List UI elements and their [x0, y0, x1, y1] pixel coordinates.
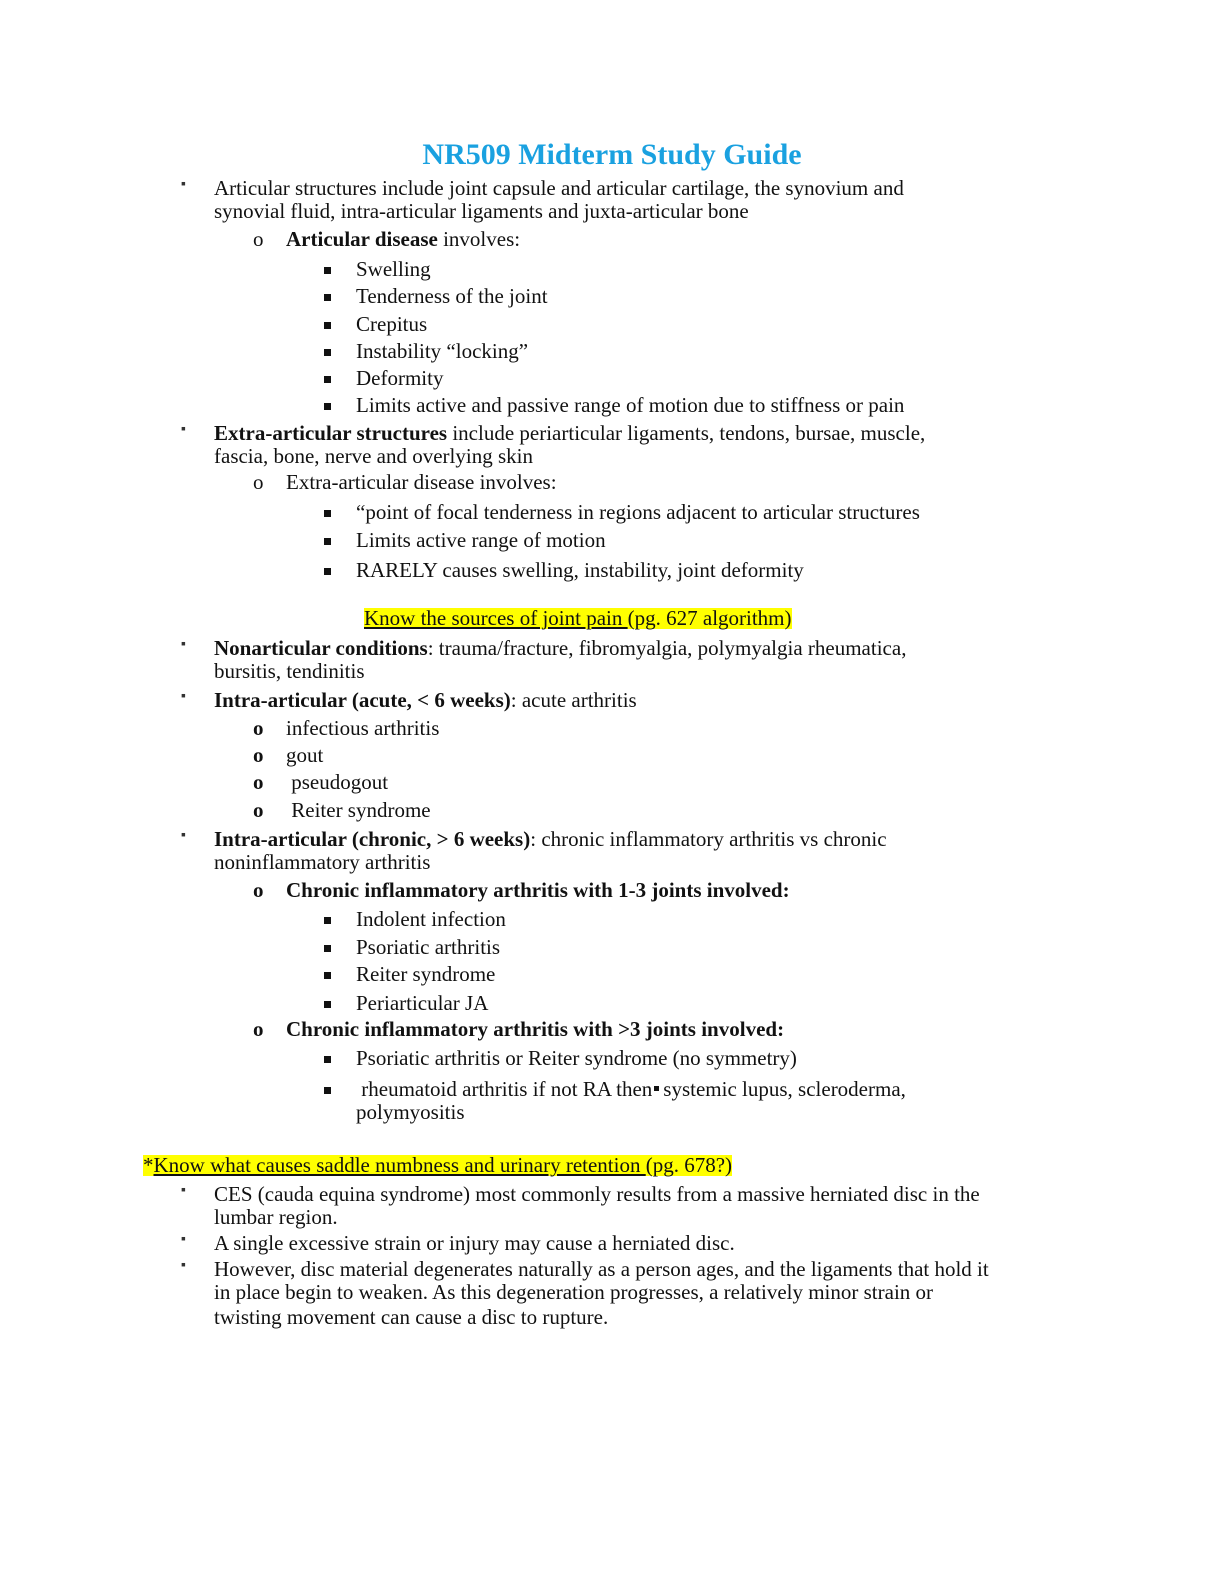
heading-rest: (pg. 678?) [645, 1153, 733, 1177]
circle-bullet-icon: o [253, 878, 264, 902]
item-text: Limits active and passive range of motion due to stiffness or pain [356, 393, 905, 417]
square-bullet-icon [324, 294, 331, 301]
circle-bullet-icon: o [253, 227, 264, 251]
heading-rest: (pg. 627 algorithm) [627, 606, 792, 630]
circle-bullet-icon: o [253, 743, 264, 767]
list-item-text-cont: in place begin to weaken. As this degeneration progresses, a relatively minor strain or [214, 1280, 934, 1304]
item-text: RARELY causes swelling, instability, joint deformity [356, 558, 804, 582]
nonarticular-label: Nonarticular conditions [214, 636, 428, 660]
list-item-text-cont: fascia, bone, nerve and overlying skin [214, 444, 533, 468]
item-text-2: systemic lupus, scleroderma, [663, 1077, 906, 1101]
articular-disease-text: involves: [437, 227, 521, 251]
bullet-icon: ▪ [181, 637, 186, 652]
extra-articular-text: include periarticular ligaments, tendons, bursae, muscle, [447, 421, 926, 445]
page-title: NR509 Midterm Study Guide [422, 138, 802, 171]
circle-bullet-icon: o [253, 798, 264, 822]
articular-disease-label: Articular disease [286, 227, 438, 251]
chronic-text: : chronic inflammatory arthritis vs chronic [530, 827, 887, 851]
square-bullet-icon [324, 1087, 331, 1094]
nonarticular-text: : trauma/fracture, fibromyalgia, polymyalgia rheumatica, [427, 636, 907, 660]
item-text: Extra-articular disease involves: [286, 470, 557, 494]
square-bullet-icon [324, 1001, 331, 1008]
item-text: Psoriatic arthritis or Reiter syndrome (no symmetry) [356, 1046, 797, 1070]
bullet-icon: ▪ [181, 828, 186, 843]
list-item-text-cont: synovial fluid, intra-articular ligaments and juxta-articular bone [214, 199, 749, 223]
square-bullet-icon [324, 322, 331, 329]
item-text: Psoriatic arthritis [356, 935, 501, 959]
chronic-3-heading: Chronic inflammatory arthritis with >3 joints involved: [286, 1017, 785, 1041]
bullet-icon: ▪ [181, 177, 186, 192]
item-text: gout [286, 743, 324, 767]
item-text: Instability “locking” [356, 339, 529, 363]
chronic-13-heading: Chronic inflammatory arthritis with 1-3 joints involved: [286, 878, 790, 902]
square-bullet-icon [324, 403, 331, 410]
heading-underlined: Know the sources of joint pain [364, 606, 628, 630]
list-item-text: A single excessive strain or injury may cause a herniated disc. [214, 1231, 735, 1255]
square-bullet-icon [324, 267, 331, 274]
bullet-icon: ▪ [181, 1258, 186, 1273]
chronic-label: Intra-articular (chronic, > 6 weeks) [214, 827, 531, 851]
bullet-icon: ▪ [181, 422, 186, 437]
square-bullet-icon [324, 349, 331, 356]
bullet-icon: ▪ [181, 1232, 186, 1247]
item-text-cont: polymyositis [356, 1100, 465, 1124]
heading-star: * [143, 1153, 154, 1177]
item-text: Swelling [356, 257, 431, 281]
square-bullet-icon [324, 510, 331, 517]
circle-bullet-icon: o [253, 470, 264, 494]
heading-underlined: Know what causes saddle numbness and urinary retention [153, 1153, 646, 1177]
square-bullet-icon [324, 945, 331, 952]
item-text: infectious arthritis [286, 716, 440, 740]
arrow-icon [654, 1086, 659, 1091]
item-text: Limits active range of motion [356, 528, 606, 552]
acute-label: Intra-articular (acute, < 6 weeks) [214, 688, 511, 712]
item-text: Periarticular JA [356, 991, 489, 1015]
list-item-text-cont: lumbar region. [214, 1205, 338, 1229]
item-text: rheumatoid arthritis if not RA then [356, 1077, 653, 1101]
extra-articular-label: Extra-articular structures [214, 421, 448, 445]
bullet-icon: ▪ [181, 1183, 186, 1198]
acute-text: : acute arthritis [510, 688, 637, 712]
item-text: Indolent infection [356, 907, 506, 931]
item-text: “point of focal tenderness in regions adjacent to articular structures [356, 500, 920, 524]
list-item-text: CES (cauda equina syndrome) most commonly results from a massive herniated disc in the [214, 1182, 980, 1206]
list-item-text-cont: noninflammatory arthritis [214, 850, 431, 874]
list-item-text: Articular structures include joint capsule and articular cartilage, the synovium and [214, 176, 904, 200]
circle-bullet-icon: o [253, 1017, 264, 1041]
circle-bullet-icon: o [253, 716, 264, 740]
square-bullet-icon [324, 376, 331, 383]
item-text: Crepitus [356, 312, 428, 336]
circle-bullet-icon: o [253, 770, 264, 794]
square-bullet-icon [324, 917, 331, 924]
item-text: Reiter syndrome [356, 962, 496, 986]
list-item-text: However, disc material degenerates naturally as a person ages, and the ligaments that hold it [214, 1257, 989, 1281]
square-bullet-icon [324, 1056, 331, 1063]
square-bullet-icon [324, 972, 331, 979]
list-item-text-cont-2: twisting movement can cause a disc to rupture. [214, 1305, 609, 1329]
item-text: pseudogout [286, 770, 389, 794]
item-text: Deformity [356, 366, 444, 390]
list-item-text-cont: bursitis, tendinitis [214, 659, 365, 683]
square-bullet-icon [324, 538, 331, 545]
square-bullet-icon [324, 568, 331, 575]
item-text: Tenderness of the joint [356, 284, 548, 308]
bullet-icon: ▪ [181, 689, 186, 704]
item-text: Reiter syndrome [286, 798, 431, 822]
